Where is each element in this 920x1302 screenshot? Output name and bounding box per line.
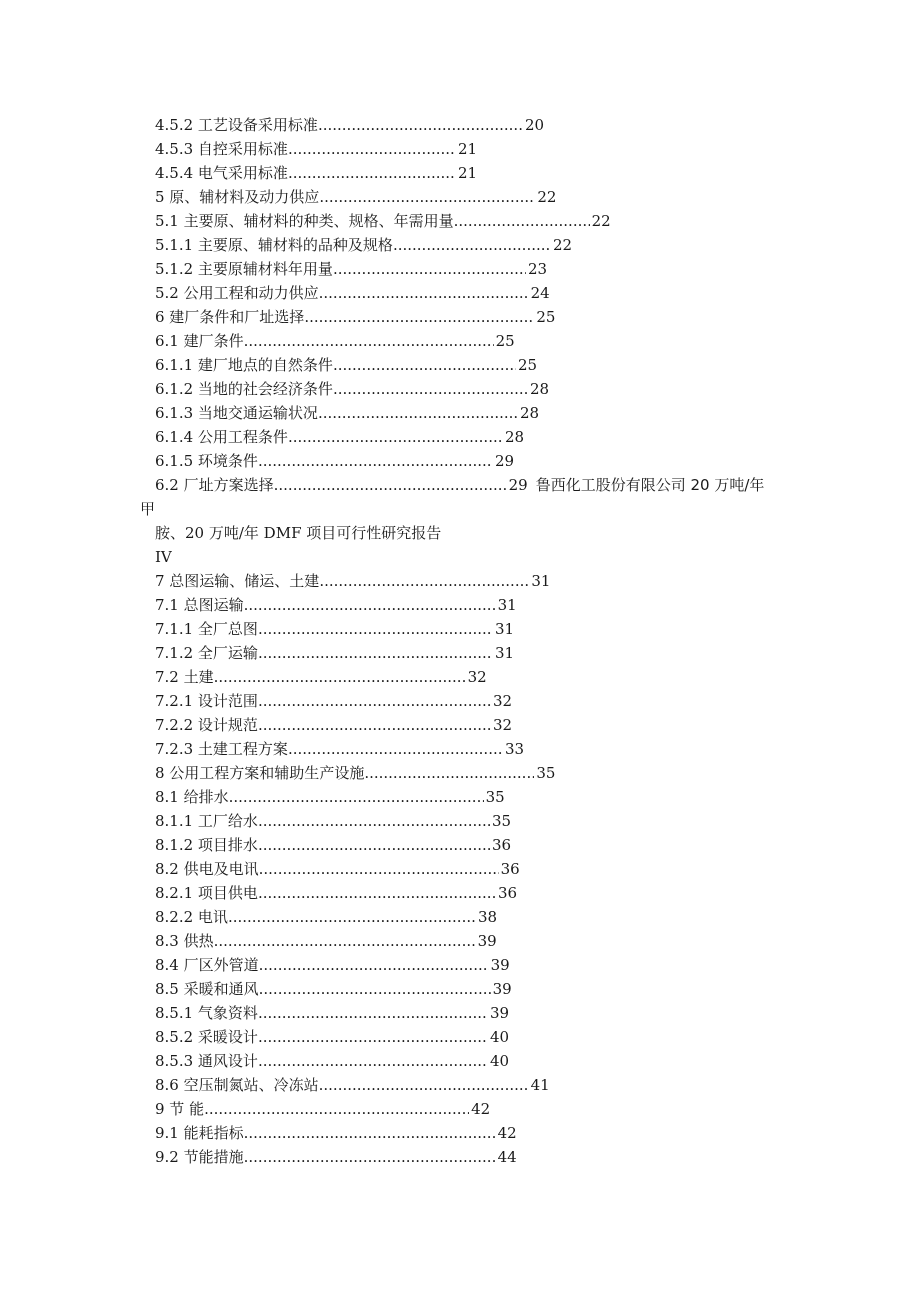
toc-entry-label: 5.2 公用工程和动力供应 [155,284,319,302]
running-header-title: 胺、20 万吨/年 DMF 项目可行性研究报告 [155,524,442,542]
toc-dot-leader [228,906,476,928]
page-roman-numeral: IV [155,548,172,566]
toc-dot-leader [258,618,493,640]
toc-dot-leader [244,1146,496,1168]
toc-dot-leader [319,282,529,304]
toc-entry-label: 6.1.3 当地交通运输状况 [155,404,318,422]
toc-page-number: 36 [497,884,518,902]
toc-dot-leader [318,114,523,136]
toc-dot-leader [229,786,484,808]
toc-dot-leader [258,714,491,736]
toc-dot-leader [319,186,535,208]
toc-entry [155,786,505,808]
toc-page-number: 41 [530,1076,550,1094]
toc-entry-label: 8.5.1 气象资料 [155,1004,258,1022]
toc-entry [155,642,514,664]
toc-dot-leader [259,978,491,1000]
toc-entry [155,930,497,952]
toc-entry-label: 9 节 能 [155,1100,205,1118]
toc-dot-leader [258,882,496,904]
toc-page-number: 20 [524,116,545,134]
toc-entry-label: 5.1.1 主要原、辅材料的品种及规格 [155,236,393,254]
toc-entry [155,1122,517,1144]
toc-dot-leader [333,258,526,280]
toc-page-number: 32 [467,668,487,686]
toc-entry [155,1002,509,1024]
toc-entry-label: 7.2.3 土建工程方案 [155,740,288,758]
toc-page-number: 25 [517,356,538,374]
toc-dot-leader [288,138,456,160]
toc-entry-label: 6 建厂条件和厂址选择 [155,308,305,326]
toc-entry [155,330,515,352]
toc-page-number: 22 [537,188,557,206]
toc-entry-label: 4.5.2 工艺设备采用标准 [155,116,318,134]
toc-page-number: 44 [497,1148,517,1166]
toc-dot-leader [454,210,590,232]
toc-dot-leader [288,426,503,448]
toc-dot-leader [393,234,551,256]
toc-entry [155,378,549,400]
toc-entry [155,210,611,232]
toc-entry-label: 8.1.2 项目排水 [155,836,258,854]
toc-page-number: 28 [519,404,540,422]
toc-entry-label: 5.1.2 主要原辅材料年用量 [155,260,333,278]
toc-dot-leader [258,1002,488,1024]
toc-entry [155,594,517,616]
toc-entry [155,450,514,472]
toc-dot-leader [304,306,534,328]
toc-entry [155,138,477,160]
toc-dot-leader [259,954,489,976]
toc-entry-label: 6.1.1 建厂地点的自然条件 [155,356,333,374]
toc-entry-label: 8.2 供电及电讯 [155,860,259,878]
toc-entry [155,738,524,760]
toc-dot-leader [258,690,491,712]
toc-page-number: 40 [489,1052,510,1070]
toc-entry-label: 6.2 厂址方案选择 [155,476,274,494]
toc-page-number: 31 [494,620,515,638]
toc-entry [155,1098,490,1120]
toc-entry-label: 9.1 能耗指标 [155,1124,244,1142]
toc-dot-leader [259,858,499,880]
toc-entry [155,666,487,688]
toc-entry-label: 6.1.2 当地的社会经济条件 [155,380,333,398]
toc-page-number: 28 [529,380,550,398]
toc-entry [155,714,512,736]
toc-page-number: 39 [477,932,497,950]
toc-dot-leader [364,762,534,784]
toc-entry-label: 5 原、辅材料及动力供应 [155,188,320,206]
toc-entry-label: 6.1 建厂条件 [155,332,244,350]
toc-page-number: 22 [591,212,611,230]
toc-page-number: 40 [489,1028,510,1046]
toc-page-number: 24 [530,284,550,302]
toc-entry [155,690,512,712]
toc-entry [155,618,514,640]
toc-entry-label: 7 总图运输、储运、土建 [155,572,320,590]
toc-entry-label: 8.1.1 工厂给水 [155,812,258,830]
toc-entry-label: 8.5.2 采暖设计 [155,1028,258,1046]
toc-dot-leader [214,666,466,688]
toc-entry [155,858,520,880]
toc-page-number: 21 [457,140,478,158]
toc-page-number: 25 [536,308,556,326]
toc-entry [155,762,555,784]
toc-dot-leader [258,642,493,664]
toc-page-number: 33 [504,740,525,758]
toc-entry-label: 6.1.5 环境条件 [155,452,258,470]
toc-entry [155,162,477,184]
toc-page-number: 38 [477,908,498,926]
toc-page-number: 31 [494,644,515,662]
toc-entry [155,1050,509,1072]
toc-entry [155,474,764,496]
toc-entry-label: 8.2.1 项目供电 [155,884,258,902]
toc-dot-leader [258,810,490,832]
toc-entry-label: 4.5.3 自控采用标准 [155,140,288,158]
toc-entry-label: 8 公用工程方案和辅助生产设施 [155,764,365,782]
toc-entry-label: 8.5 采暖和通风 [155,980,259,998]
toc-page-number: 42 [471,1100,491,1118]
toc-page-number: 32 [492,716,513,734]
toc-page-number: 35 [536,764,556,782]
toc-entry-label: 7.1 总图运输 [155,596,244,614]
toc-entry [155,186,556,208]
running-header-wrap: 甲 [140,500,156,518]
toc-dot-leader [258,1026,488,1048]
toc-entry [155,306,555,328]
toc-entry-label: 4.5.4 电气采用标准 [155,164,288,182]
toc-entry [155,354,537,376]
toc-page-number: 23 [527,260,548,278]
toc-entry-label: 8.1 给排水 [155,788,229,806]
toc-dot-leader [214,930,476,952]
toc-dot-leader [319,1074,529,1096]
toc-entry-label: 9.2 节能措施 [155,1148,244,1166]
toc-dot-leader [318,402,518,424]
toc-page-number: 36 [500,860,520,878]
toc-entry-label: 7.2.2 设计规范 [155,716,258,734]
toc-entry-label: 5.1 主要原、辅材料的种类、规格、年需用量 [155,212,454,230]
toc-entry-label: 6.1.4 公用工程条件 [155,428,288,446]
toc-dot-leader [274,474,507,496]
toc-entry [155,234,572,256]
toc-dot-leader [258,450,493,472]
toc-entry [155,570,550,592]
toc-entry [155,906,497,928]
toc-entry [155,426,524,448]
toc-entry-label: 8.3 供热 [155,932,214,950]
toc-entry-label: 7.1.2 全厂运输 [155,644,258,662]
running-header-text: 鲁西化工股份有限公司 20 万吨/年 [535,476,765,494]
toc-entry-label: 7.2 土建 [155,668,214,686]
toc-entry [155,978,512,1000]
toc-entry [155,810,511,832]
toc-entry [155,1146,517,1168]
toc-entry [155,282,550,304]
toc-dot-leader [244,594,496,616]
toc-entry-label: 8.5.3 通风设计 [155,1052,258,1070]
toc-page-number: 42 [497,1124,517,1142]
toc-page-number: 39 [492,980,512,998]
toc-dot-leader [258,1050,488,1072]
toc-page-number: 29 [508,476,528,494]
toc-entry [155,1026,509,1048]
toc-dot-leader [288,738,503,760]
toc-page-number: 21 [457,164,478,182]
toc-entry [155,834,511,856]
toc-entry [155,1074,550,1096]
toc-dot-leader [258,834,490,856]
toc-entry [155,114,544,136]
toc-entry [155,954,510,976]
toc-dot-leader [333,378,528,400]
toc-dot-leader [288,162,456,184]
toc-dot-leader [244,330,494,352]
toc-page-number: 39 [490,956,510,974]
toc-dot-leader [333,354,516,376]
toc-page-number: 29 [494,452,515,470]
toc-dot-leader [204,1098,469,1120]
toc-page-number: 31 [531,572,551,590]
toc-page-number: 31 [497,596,517,614]
toc-page-number: 32 [492,692,513,710]
toc-entry-label: 8.4 厂区外管道 [155,956,259,974]
toc-page-number: 25 [495,332,515,350]
toc-entry-label: 7.2.1 设计范围 [155,692,258,710]
toc-entry-label: 7.1.1 全厂总图 [155,620,258,638]
toc-entry-label: 8.6 空压制氮站、冷冻站 [155,1076,319,1094]
toc-page-number: 36 [491,836,512,854]
toc-entry-label: 8.2.2 电讯 [155,908,228,926]
toc-dot-leader [319,570,529,592]
toc-dot-leader [244,1122,496,1144]
toc-page-number: 28 [504,428,525,446]
toc-page-number: 35 [485,788,505,806]
toc-entry [155,258,547,280]
toc-page-number: 39 [489,1004,510,1022]
toc-entry [155,882,517,904]
toc-page-number: 22 [552,236,573,254]
toc-entry [155,402,539,424]
toc-page-number: 35 [491,812,512,830]
